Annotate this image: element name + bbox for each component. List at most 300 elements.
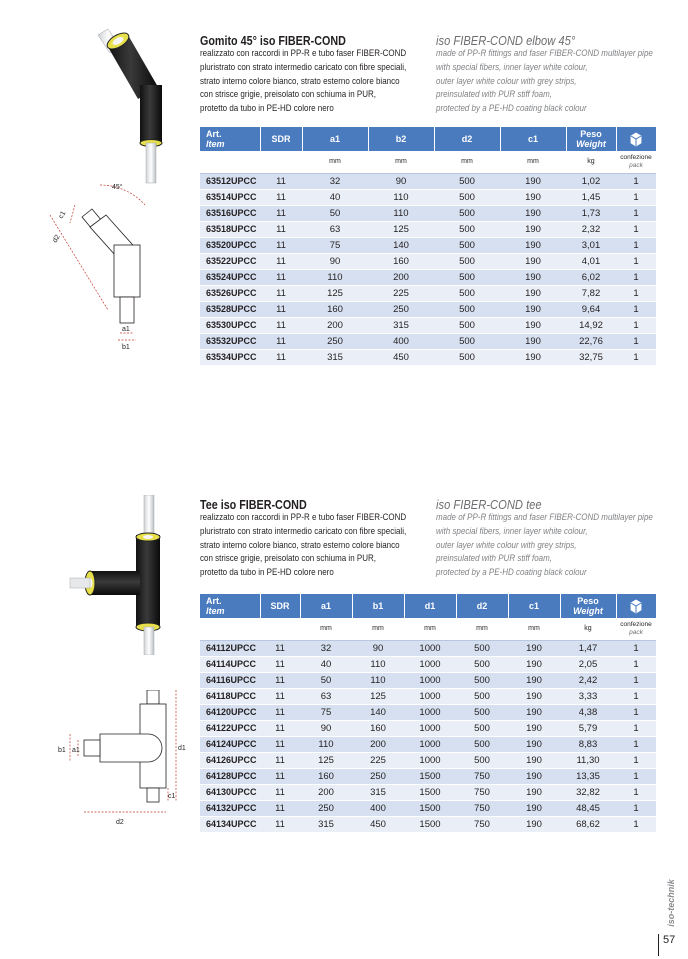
cell-art: 63524UPCC <box>200 269 260 285</box>
cell-sdr: 11 <box>260 237 302 253</box>
cell-c5: 190 <box>500 205 566 221</box>
cell-c3: 125 <box>368 221 434 237</box>
tee-desc-en-line: preinsulated with PUR stiff foam, <box>436 553 552 564</box>
unit-cell: mm <box>508 618 560 640</box>
cell-pack: 1 <box>616 752 656 768</box>
page-divider <box>658 934 659 956</box>
elbow-desc-en-line: with special fibers, inner layer white colour, <box>436 61 588 72</box>
cell-peso: 2,32 <box>566 221 616 237</box>
cell-c6: 190 <box>508 784 560 800</box>
cell-peso: 48,45 <box>560 800 616 816</box>
cell-sdr: 11 <box>260 189 302 205</box>
header-b1: b1 <box>352 594 404 618</box>
elbow-desc-it-line: con strisce grigie, preisolato con schiuma in PUR, <box>200 89 376 100</box>
cell-c5: 190 <box>500 349 566 365</box>
cell-pack: 1 <box>616 317 656 333</box>
elbow-desc-it-line: pluristrato con strato intermedio caricato con fibre speciali, <box>200 61 407 72</box>
tee-desc-en-line: outer layer white colour with grey strips, <box>436 539 577 550</box>
tee-desc-it-line: strato interno colore bianco, strato esterno colore bianco <box>200 539 400 550</box>
table-row <box>200 253 656 269</box>
cell-c6: 190 <box>508 736 560 752</box>
cell-peso: 5,79 <box>560 720 616 736</box>
cell-peso: 68,62 <box>560 816 616 832</box>
cell-pack: 1 <box>616 768 656 784</box>
cell-peso: 11,30 <box>560 752 616 768</box>
cell-c3: 450 <box>368 349 434 365</box>
elbow-diagram-c1-label: c1 <box>57 210 68 220</box>
package-box-icon <box>628 598 644 614</box>
elbow-product-image <box>60 25 200 185</box>
tee-product-table <box>200 594 657 833</box>
cell-art: 64122UPCC <box>200 720 260 736</box>
tee-description-en <box>436 511 668 580</box>
cell-c2: 90 <box>300 720 352 736</box>
cell-c2: 75 <box>300 704 352 720</box>
cell-c3: 200 <box>368 269 434 285</box>
cell-c5: 500 <box>456 672 508 688</box>
cell-pack: 1 <box>616 800 656 816</box>
cell-art: 64134UPCC <box>200 816 260 832</box>
header-sdr: SDR <box>260 594 300 618</box>
cell-sdr: 11 <box>260 301 302 317</box>
tee-dimension-diagram <box>30 690 200 830</box>
cell-art: 64114UPCC <box>200 656 260 672</box>
table-row <box>200 237 656 253</box>
cell-peso: 2,05 <box>560 656 616 672</box>
cell-c2: 63 <box>300 688 352 704</box>
cell-c5: 500 <box>456 752 508 768</box>
cell-c2: 75 <box>302 237 368 253</box>
cell-c4: 500 <box>434 253 500 269</box>
table-row <box>200 301 656 317</box>
cell-c2: 315 <box>300 816 352 832</box>
cell-c4: 500 <box>434 269 500 285</box>
cell-sdr: 11 <box>260 173 302 189</box>
cell-pack: 1 <box>616 253 656 269</box>
unit-cell: mm <box>300 618 352 640</box>
cell-c4: 1500 <box>404 768 456 784</box>
cell-c5: 500 <box>456 736 508 752</box>
tee-diagram-c1-label: c1 <box>168 793 176 800</box>
cell-c5: 750 <box>456 800 508 816</box>
tee-desc-en-line: protected by a PE-HD coating black colour <box>436 567 587 578</box>
cell-sdr: 11 <box>260 333 302 349</box>
cell-c6: 190 <box>508 688 560 704</box>
cell-c6: 190 <box>508 704 560 720</box>
elbow-diagram-b1-label: b1 <box>122 344 130 351</box>
cell-art: 64130UPCC <box>200 784 260 800</box>
cell-c5: 750 <box>456 784 508 800</box>
cell-sdr: 11 <box>260 752 300 768</box>
elbow-table-body <box>200 173 656 365</box>
header-art: Art. Item <box>200 127 260 151</box>
cell-pack: 1 <box>616 349 656 365</box>
cell-pack: 1 <box>616 237 656 253</box>
cell-art: 64112UPCC <box>200 640 260 656</box>
cell-c3: 250 <box>368 301 434 317</box>
cell-c2: 40 <box>300 656 352 672</box>
table-row <box>200 285 656 301</box>
table-header-row <box>200 127 656 151</box>
cell-c2: 200 <box>300 784 352 800</box>
cell-c2: 250 <box>300 800 352 816</box>
tee-desc-it-line: protetto da tubo in PE-HD colore nero <box>200 567 334 578</box>
page-number: 57 <box>663 934 676 946</box>
table-row <box>200 333 656 349</box>
cell-c4: 500 <box>434 349 500 365</box>
cell-c4: 1000 <box>404 672 456 688</box>
cell-art: 63534UPCC <box>200 349 260 365</box>
cell-sdr: 11 <box>260 784 300 800</box>
cell-c3: 400 <box>368 333 434 349</box>
cell-art: 64118UPCC <box>200 688 260 704</box>
cell-c4: 1000 <box>404 688 456 704</box>
cell-peso: 2,42 <box>560 672 616 688</box>
cell-c4: 500 <box>434 237 500 253</box>
table-row <box>200 768 656 784</box>
cell-c2: 160 <box>300 768 352 784</box>
cell-c6: 190 <box>508 768 560 784</box>
header-a1: a1 <box>302 127 368 151</box>
unit-cell: kg <box>560 618 616 640</box>
cell-c2: 110 <box>302 269 368 285</box>
cell-c4: 500 <box>434 317 500 333</box>
cell-art: 64116UPCC <box>200 672 260 688</box>
tee-product-image <box>60 495 200 655</box>
cell-sdr: 11 <box>260 205 302 221</box>
cell-c2: 90 <box>302 253 368 269</box>
cell-c5: 190 <box>500 189 566 205</box>
cell-c6: 190 <box>508 816 560 832</box>
table-row <box>200 269 656 285</box>
header-b2: b2 <box>368 127 434 151</box>
header-pack <box>616 127 656 151</box>
cell-pack: 1 <box>616 720 656 736</box>
cell-art: 64124UPCC <box>200 736 260 752</box>
cell-pack: 1 <box>616 333 656 349</box>
cell-pack: 1 <box>616 640 656 656</box>
table-units-row <box>200 618 656 640</box>
cell-c5: 500 <box>456 656 508 672</box>
cell-c5: 190 <box>500 333 566 349</box>
cell-c3: 160 <box>368 253 434 269</box>
cell-c4: 1500 <box>404 800 456 816</box>
cell-sdr: 11 <box>260 253 302 269</box>
elbow-desc-it-line: strato interno colore bianco, strato esterno colore bianco <box>200 75 400 86</box>
tee-desc-it-line: con strisce grigie, preisolato con schiuma in PUR, <box>200 553 376 564</box>
table-row <box>200 752 656 768</box>
tee-desc-it-line: pluristrato con strato intermedio caricato con fibre speciali, <box>200 525 407 536</box>
cell-peso: 9,64 <box>566 301 616 317</box>
elbow-desc-it-line: protetto da tubo in PE-HD colore nero <box>200 103 334 114</box>
cell-pack: 1 <box>616 784 656 800</box>
table-row <box>200 784 656 800</box>
cell-c3: 200 <box>352 736 404 752</box>
cell-peso: 13,35 <box>560 768 616 784</box>
cell-art: 64120UPCC <box>200 704 260 720</box>
cell-c3: 90 <box>368 173 434 189</box>
elbow-diagram-a1-label: a1 <box>122 326 130 333</box>
cell-c6: 190 <box>508 800 560 816</box>
header-c1: c1 <box>508 594 560 618</box>
elbow-title-it: Gomito 45° iso FIBER-COND <box>200 34 346 48</box>
cell-peso: 4,01 <box>566 253 616 269</box>
cell-sdr: 11 <box>260 800 300 816</box>
header-weight: Peso Weight <box>560 594 616 618</box>
cell-c3: 315 <box>368 317 434 333</box>
cell-c4: 1500 <box>404 784 456 800</box>
cell-art: 63526UPCC <box>200 285 260 301</box>
table-row <box>200 688 656 704</box>
cell-peso: 22,76 <box>566 333 616 349</box>
elbow-description-en <box>436 47 668 116</box>
unit-cell: mm <box>456 618 508 640</box>
cell-c5: 190 <box>500 317 566 333</box>
cell-c4: 1000 <box>404 704 456 720</box>
cell-c4: 1000 <box>404 736 456 752</box>
cell-c4: 1000 <box>404 656 456 672</box>
cell-c4: 500 <box>434 189 500 205</box>
cell-pack: 1 <box>616 173 656 189</box>
cell-c5: 190 <box>500 301 566 317</box>
header-art: Art. Item <box>200 594 260 618</box>
cell-c3: 225 <box>352 752 404 768</box>
cell-c4: 500 <box>434 205 500 221</box>
cell-sdr: 11 <box>260 221 302 237</box>
unit-cell: mm <box>352 618 404 640</box>
cell-c6: 190 <box>508 672 560 688</box>
cell-c5: 190 <box>500 285 566 301</box>
table-row <box>200 704 656 720</box>
cell-sdr: 11 <box>260 349 302 365</box>
cell-c4: 500 <box>434 333 500 349</box>
cell-sdr: 11 <box>260 704 300 720</box>
elbow-desc-en-line: preinsulated with PUR stiff foam, <box>436 89 552 100</box>
unit-pack-cell: confezione pack <box>616 151 656 173</box>
tee-title-en: iso FIBER-COND tee <box>436 497 542 512</box>
table-row <box>200 672 656 688</box>
cell-peso: 6,02 <box>566 269 616 285</box>
cell-art: 63528UPCC <box>200 301 260 317</box>
cell-peso: 1,47 <box>560 640 616 656</box>
cell-sdr: 11 <box>260 285 302 301</box>
table-row <box>200 205 656 221</box>
elbow-diagram-angle-label: 45° <box>112 184 123 191</box>
elbow-dimension-diagram <box>30 175 200 355</box>
cell-c4: 500 <box>434 301 500 317</box>
table-row <box>200 189 656 205</box>
cell-sdr: 11 <box>260 688 300 704</box>
cell-c3: 140 <box>352 704 404 720</box>
header-d1: d1 <box>404 594 456 618</box>
table-row <box>200 173 656 189</box>
tee-section <box>0 490 688 850</box>
elbow-title-en: iso FIBER-COND elbow 45° <box>436 33 576 48</box>
cell-c2: 160 <box>302 301 368 317</box>
header-d2: d2 <box>456 594 508 618</box>
cell-c6: 190 <box>508 640 560 656</box>
cell-c3: 400 <box>352 800 404 816</box>
cell-c3: 125 <box>352 688 404 704</box>
tee-description-it <box>200 511 415 580</box>
cell-peso: 1,45 <box>566 189 616 205</box>
cell-c5: 500 <box>456 640 508 656</box>
cell-pack: 1 <box>616 269 656 285</box>
elbow-description-it <box>200 47 415 116</box>
cell-c4: 1000 <box>404 720 456 736</box>
table-units-row <box>200 151 656 173</box>
table-row <box>200 640 656 656</box>
unit-cell: mm <box>500 151 566 173</box>
cell-c6: 190 <box>508 720 560 736</box>
cell-pack: 1 <box>616 656 656 672</box>
cell-sdr: 11 <box>260 656 300 672</box>
unit-cell: mm <box>404 618 456 640</box>
unit-cell: mm <box>434 151 500 173</box>
tee-desc-en-line: made of PP-R fittings and faser FIBER-COND multilayer pipe <box>436 512 653 522</box>
cell-c5: 190 <box>500 221 566 237</box>
cell-peso: 32,82 <box>560 784 616 800</box>
table-row <box>200 221 656 237</box>
cell-pack: 1 <box>616 736 656 752</box>
table-row <box>200 656 656 672</box>
cell-c3: 90 <box>352 640 404 656</box>
package-box-icon <box>628 131 644 147</box>
cell-pack: 1 <box>616 672 656 688</box>
cell-c2: 125 <box>300 752 352 768</box>
cell-c5: 750 <box>456 816 508 832</box>
cell-c3: 225 <box>368 285 434 301</box>
cell-c5: 190 <box>500 173 566 189</box>
elbow-desc-en-line: made of PP-R fittings and faser FIBER-COND multilayer pipe <box>436 48 653 58</box>
cell-pack: 1 <box>616 205 656 221</box>
table-header-row <box>200 594 656 618</box>
cell-c4: 500 <box>434 285 500 301</box>
brand-side-label: iso-technik <box>666 879 676 927</box>
cell-c3: 110 <box>352 656 404 672</box>
cell-sdr: 11 <box>260 720 300 736</box>
cell-peso: 3,01 <box>566 237 616 253</box>
table-row <box>200 800 656 816</box>
table-row <box>200 317 656 333</box>
elbow-desc-en-line: protected by a PE-HD coating black colour <box>436 103 587 114</box>
cell-c2: 63 <box>302 221 368 237</box>
cell-c2: 125 <box>302 285 368 301</box>
header-d2: d2 <box>434 127 500 151</box>
cell-c3: 110 <box>352 672 404 688</box>
cell-c4: 500 <box>434 173 500 189</box>
cell-c5: 190 <box>500 253 566 269</box>
tee-desc-it-line: realizzato con raccordi in PP-R e tubo faser FIBER-COND <box>200 512 407 522</box>
cell-sdr: 11 <box>260 640 300 656</box>
tee-diagram-d1-label: d1 <box>178 745 186 752</box>
header-pack <box>616 594 656 618</box>
unit-pack-cell: confezione pack <box>616 618 656 640</box>
cell-peso: 3,33 <box>560 688 616 704</box>
cell-peso: 1,73 <box>566 205 616 221</box>
tee-diagram-b1-label: b1 <box>58 747 66 754</box>
cell-sdr: 11 <box>260 672 300 688</box>
cell-c4: 1500 <box>404 816 456 832</box>
header-weight: Peso Weight <box>566 127 616 151</box>
table-row <box>200 736 656 752</box>
cell-sdr: 11 <box>260 816 300 832</box>
elbow-desc-en-line: outer layer white colour with grey strips, <box>436 75 577 86</box>
header-a1: a1 <box>300 594 352 618</box>
unit-cell: mm <box>302 151 368 173</box>
cell-sdr: 11 <box>260 317 302 333</box>
cell-c3: 450 <box>352 816 404 832</box>
cell-c2: 32 <box>302 173 368 189</box>
tee-table-body <box>200 640 656 832</box>
tee-diagram-d2-label: d2 <box>116 819 124 826</box>
cell-c5: 190 <box>500 237 566 253</box>
cell-c3: 250 <box>352 768 404 784</box>
cell-c4: 1000 <box>404 752 456 768</box>
table-row <box>200 720 656 736</box>
cell-pack: 1 <box>616 285 656 301</box>
cell-c5: 750 <box>456 768 508 784</box>
header-sdr: SDR <box>260 127 302 151</box>
cell-c3: 160 <box>352 720 404 736</box>
cell-pack: 1 <box>616 704 656 720</box>
cell-peso: 8,83 <box>560 736 616 752</box>
cell-c3: 110 <box>368 189 434 205</box>
elbow-desc-it-line: realizzato con raccordi in PP-R e tubo faser FIBER-COND <box>200 48 407 58</box>
unit-cell: kg <box>566 151 616 173</box>
cell-pack: 1 <box>616 301 656 317</box>
tee-diagram-a1-label: a1 <box>72 747 80 754</box>
cell-pack: 1 <box>616 816 656 832</box>
cell-art: 64128UPCC <box>200 768 260 784</box>
cell-c4: 1000 <box>404 640 456 656</box>
cell-art: 63520UPCC <box>200 237 260 253</box>
cell-pack: 1 <box>616 688 656 704</box>
cell-c2: 250 <box>302 333 368 349</box>
cell-art: 63518UPCC <box>200 221 260 237</box>
cell-c2: 32 <box>300 640 352 656</box>
cell-art: 63532UPCC <box>200 333 260 349</box>
cell-c5: 190 <box>500 269 566 285</box>
cell-art: 63522UPCC <box>200 253 260 269</box>
cell-art: 64126UPCC <box>200 752 260 768</box>
cell-sdr: 11 <box>260 768 300 784</box>
cell-art: 63530UPCC <box>200 317 260 333</box>
cell-c4: 500 <box>434 221 500 237</box>
tee-title-it: Tee iso FIBER-COND <box>200 498 307 512</box>
cell-art: 64132UPCC <box>200 800 260 816</box>
cell-c2: 315 <box>302 349 368 365</box>
table-row <box>200 816 656 832</box>
cell-peso: 7,82 <box>566 285 616 301</box>
cell-c2: 110 <box>300 736 352 752</box>
unit-cell: mm <box>368 151 434 173</box>
cell-c3: 315 <box>352 784 404 800</box>
header-c1: c1 <box>500 127 566 151</box>
cell-c2: 40 <box>302 189 368 205</box>
cell-pack: 1 <box>616 221 656 237</box>
cell-peso: 4,38 <box>560 704 616 720</box>
cell-c2: 50 <box>300 672 352 688</box>
cell-peso: 1,02 <box>566 173 616 189</box>
cell-art: 63516UPCC <box>200 205 260 221</box>
table-row <box>200 349 656 365</box>
cell-c5: 500 <box>456 704 508 720</box>
cell-c3: 110 <box>368 205 434 221</box>
elbow-section <box>0 0 688 380</box>
cell-pack: 1 <box>616 189 656 205</box>
elbow-diagram-d2-label: d2 <box>51 233 62 244</box>
